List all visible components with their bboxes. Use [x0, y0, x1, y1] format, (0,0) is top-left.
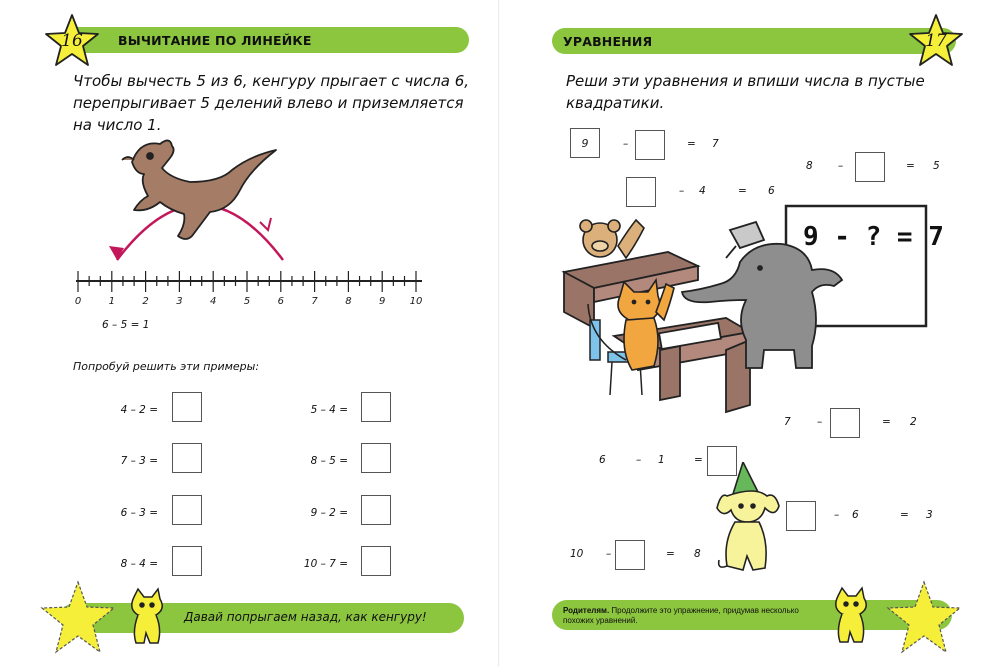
dashed-star-right: [884, 578, 964, 658]
number-line-label: 3: [176, 296, 183, 307]
answer-box[interactable]: [361, 495, 391, 525]
equation-equals: =: [900, 509, 909, 521]
cat-mascot-left: [122, 587, 172, 647]
number-line: [70, 268, 430, 298]
parents-line-1: [563, 606, 863, 616]
equation-number: 1: [658, 454, 665, 466]
equation-answer-box[interactable]: [615, 540, 645, 570]
equation-number: 3: [926, 509, 933, 521]
equation-minus: –: [834, 509, 840, 521]
equation-number: 6: [852, 509, 859, 521]
equation-equals: =: [666, 548, 675, 560]
equation-equals: =: [738, 185, 747, 197]
number-line-label: 5: [243, 296, 251, 307]
equation-minus: –: [606, 548, 612, 560]
instruction-line-2: квадратики.: [566, 94, 665, 112]
equation-number: 8: [694, 548, 701, 560]
right-page: [500, 0, 1000, 667]
intro-line-2: перепрыгивает 5 делений влево и приземляется: [73, 94, 464, 112]
kangaroo-jump-illustration: [100, 130, 300, 270]
answer-box[interactable]: [172, 495, 202, 525]
intro-line-3: на число 1.: [73, 116, 162, 134]
parents-text-1: Продолжите это упражнение, придумав несколько: [611, 606, 799, 615]
try-label: Попробуй решить эти примеры:: [73, 360, 260, 373]
number-line-label: 4: [210, 296, 217, 307]
exercise-text: 10 – 7 =: [303, 558, 348, 570]
equation-equals: =: [687, 138, 696, 150]
cat-mascot-right: [826, 586, 876, 646]
number-line-label: 9: [379, 296, 386, 307]
equation-number: 10: [570, 548, 584, 560]
equation-answer-box[interactable]: [786, 501, 816, 531]
parents-text-2: похожих уравнений.: [563, 616, 638, 625]
equation-answer-box[interactable]: [635, 130, 665, 160]
equation-minus: –: [623, 138, 629, 150]
exercise-text: 7 – 3 =: [120, 455, 158, 467]
bear: [580, 220, 644, 258]
page-number-right: 17: [925, 31, 947, 51]
equation-number: 6: [768, 185, 775, 197]
number-line-label: 1: [108, 296, 115, 307]
equation-minus: –: [838, 160, 844, 172]
equation-equals: =: [906, 160, 915, 172]
equation-answer-box[interactable]: [855, 152, 885, 182]
equation-number: 7: [784, 416, 791, 428]
example-equation: 6 – 5 = 1: [102, 319, 150, 331]
answer-box[interactable]: [172, 443, 202, 473]
exercise-text: 6 – 3 =: [120, 507, 158, 519]
dog-with-party-hat: [713, 462, 783, 580]
exercise-text: 9 – 2 =: [310, 507, 348, 519]
equation-minus: –: [636, 454, 642, 466]
number-line-label: 10: [409, 296, 423, 307]
equation-number: 5: [933, 160, 940, 172]
parents-label: Родителям.: [563, 606, 610, 615]
equation-minus: –: [679, 185, 685, 197]
equation-number: 8: [806, 160, 813, 172]
dashed-star-left: [38, 578, 118, 658]
equation-equals: =: [882, 416, 891, 428]
parents-note: [563, 606, 863, 626]
left-footer-text: Давай попрыгаем назад, как кенгуру!: [184, 610, 427, 624]
exercise-text: 8 – 5 =: [310, 455, 348, 467]
answer-box[interactable]: [361, 546, 391, 576]
arc-tick-mark: [260, 218, 271, 230]
kangaroo: [122, 140, 276, 239]
blackboard-text: 9 - ? = 7: [803, 222, 944, 252]
instruction-line-1: Реши эти уравнения и впиши числа в пустые: [566, 72, 925, 90]
number-line-label: 7: [311, 296, 318, 307]
answer-box[interactable]: [361, 443, 391, 473]
number-line-label: 2: [142, 296, 149, 307]
intro-line-1: Чтобы вычесть 5 из 6, кенгуру прыгает с числа 6,: [73, 72, 470, 90]
page-number-star-right: [908, 13, 964, 69]
equation-minus: –: [817, 416, 823, 428]
answer-box[interactable]: [172, 546, 202, 576]
equation-filled-box: 9: [570, 128, 600, 158]
exercise-text: 8 – 4 =: [120, 558, 158, 570]
equation-number: 6: [599, 454, 606, 466]
left-page-title: ВЫЧИТАНИЕ ПО ЛИНЕЙКЕ: [118, 33, 312, 48]
equation-number: 2: [910, 416, 917, 428]
equation-equals: =: [694, 454, 703, 466]
exercise-text: 5 – 4 =: [310, 404, 348, 416]
instruction-text: [566, 70, 966, 114]
number-line-label: 8: [345, 296, 352, 307]
exercise-text: 4 – 2 =: [120, 404, 158, 416]
answer-box[interactable]: [361, 392, 391, 422]
page-number-star-left: [44, 13, 100, 69]
page-number-left: 16: [61, 31, 83, 51]
equation-number: 7: [712, 138, 719, 150]
equation-number: 4: [699, 185, 706, 197]
right-page-title: УРАВНЕНИЯ: [563, 34, 653, 49]
intro-text: [73, 70, 473, 136]
number-line-label: 6: [277, 296, 284, 307]
number-line-label: 0: [74, 296, 82, 307]
answer-box[interactable]: [172, 392, 202, 422]
